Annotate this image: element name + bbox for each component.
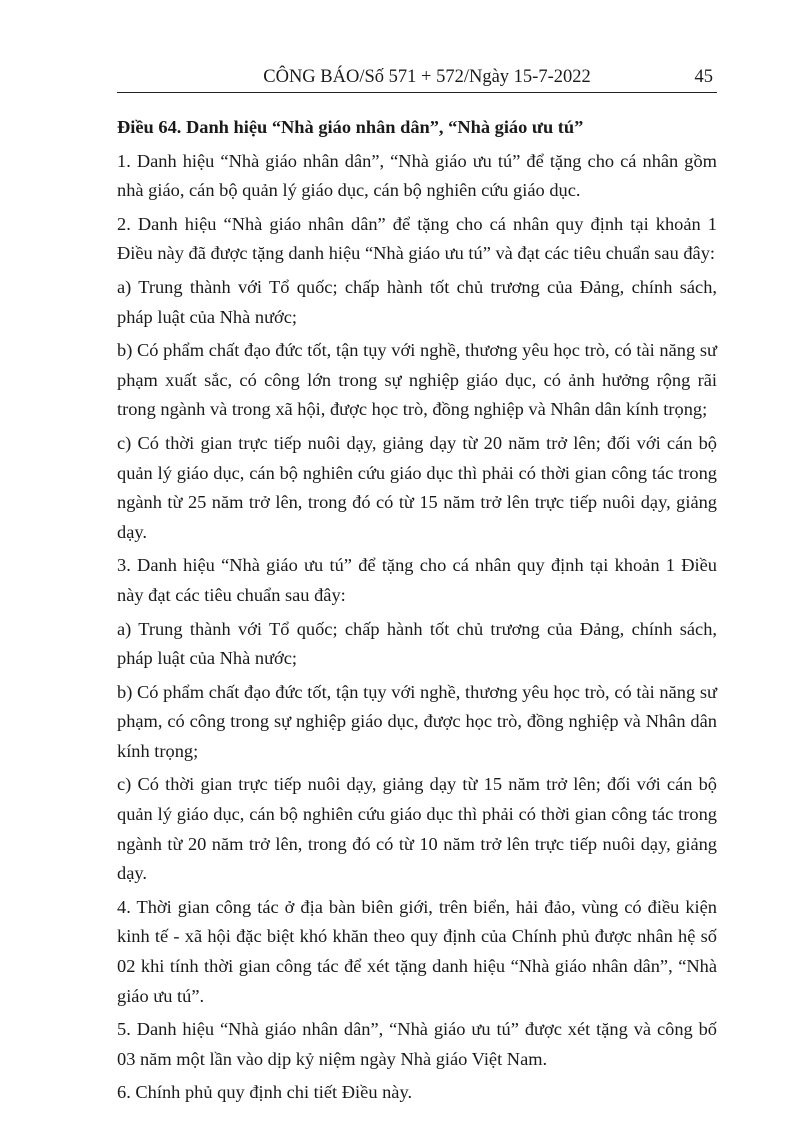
article-paragraph: a) Trung thành với Tổ quốc; chấp hành tốt chủ trương của Đảng, chính sách, pháp luật của Nhà nước; [117, 276, 717, 327]
article-paragraph: 4. Thời gian công tác ở địa bàn biên giới, trên biển, hải đảo, vùng có điều kiện kinh tế - xã hội đặc biệt khó khăn theo quy định của Chính phủ được nhân hệ số 02 khi tính thời gian công tác để xét tặng danh hiệu “Nhà giáo nhân dân”, “Nhà giáo ưu tú”. [117, 896, 717, 1006]
article-body [117, 113, 717, 1108]
article-paragraph: b) Có phẩm chất đạo đức tốt, tận tụy với nghề, thương yêu học trò, có tài năng sư phạm, có công trong sự nghiệp giáo dục, được học trò, đồng nghiệp và Nhân dân kính trọng; [117, 681, 717, 761]
article-paragraph: 2. Danh hiệu “Nhà giáo nhân dân” để tặng cho cá nhân quy định tại khoản 1 Điều này đã được tặng danh hiệu “Nhà giáo ưu tú” và đạt các tiêu chuẩn sau đây: [117, 213, 717, 264]
page-header [117, 62, 717, 93]
article-heading: Điều 64. Danh hiệu “Nhà giáo nhân dân”, “Nhà giáo ưu tú” [117, 117, 584, 137]
document-page [117, 62, 717, 1112]
article-paragraph: c) Có thời gian trực tiếp nuôi dạy, giảng dạy từ 20 năm trở lên; đối với cán bộ quản lý giáo dục, cán bộ nghiên cứu giáo dục thì phải có thời gian công tác trong ngành từ 25 năm trở lên, trong đó có từ 15 năm trở lên trực tiếp nuôi dạy, giảng dạy. [117, 432, 717, 542]
article-paragraph: 1. Danh hiệu “Nhà giáo nhân dân”, “Nhà giáo ưu tú” để tặng cho cá nhân gồm nhà giáo, cán bộ quản lý giáo dục, cán bộ nghiên cứu giáo dục. [117, 150, 717, 201]
gazette-title: CÔNG BÁO/Số 571 + 572/Ngày 15-7-2022 [263, 67, 591, 87]
article-paragraph: 5. Danh hiệu “Nhà giáo nhân dân”, “Nhà giáo ưu tú” được xét tặng và công bố 03 năm một lần vào dịp kỷ niệm ngày Nhà giáo Việt Nam. [117, 1019, 717, 1069]
article-paragraph: b) Có phẩm chất đạo đức tốt, tận tụy với nghề, thương yêu học trò, có tài năng sư phạm xuất sắc, có công lớn trong sự nghiệp giáo dục, có ảnh hưởng rộng rãi trong ngành và trong xã hội, được học trò, đồng nghiệp và Nhân dân kính trọng; [117, 340, 717, 420]
article-paragraph: a) Trung thành với Tổ quốc; chấp hành tốt chủ trương của Đảng, chính sách, pháp luật của Nhà nước; [117, 618, 717, 669]
page-number: 45 [694, 67, 713, 87]
article-paragraph: 3. Danh hiệu “Nhà giáo ưu tú” để tặng cho cá nhân quy định tại khoản 1 Điều này đạt các tiêu chuẩn sau đây: [117, 555, 717, 605]
article-paragraph: 6. Chính phủ quy định chi tiết Điều này. [117, 1082, 413, 1103]
article-paragraph: c) Có thời gian trực tiếp nuôi dạy, giảng dạy từ 15 năm trở lên; đối với cán bộ quản lý giáo dục, cán bộ nghiên cứu giáo dục thì phải có thời gian công tác trong ngành từ 20 năm trở lên, trong đó có từ 10 năm trở lên trực tiếp nuôi dạy, giảng dạy. [117, 774, 717, 884]
